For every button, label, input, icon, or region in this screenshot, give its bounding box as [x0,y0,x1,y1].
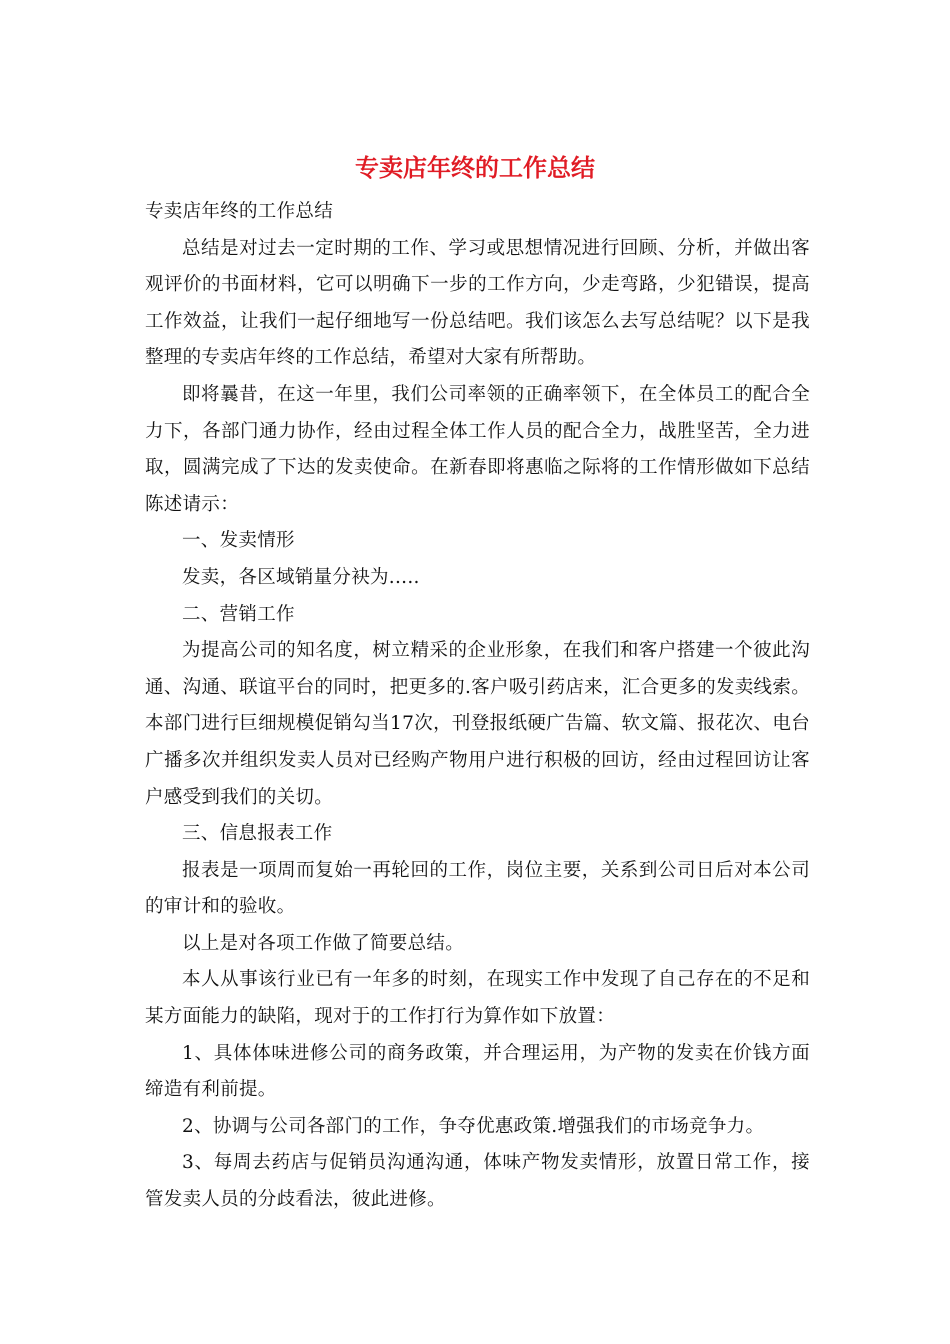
intro-paragraph: 总结是对过去一定时期的工作、学习或思想情况进行回顾、分析，并做出客观评价的书面材料，它可以明确下一步的工作方向，少走弯路，少犯错误，提高工作效益，让我们一起仔细地写一份总结吧。我们该怎么去写总结呢？以下是我整理的专卖店年终的工作总结，希望对大家有所帮助。 [145,237,810,369]
plan-item-3: 3、每周去药店与促销员沟通沟通，体味产物发卖情形，放置日常工作，接管发卖人员的分歧看法，彼此进修。 [145,1152,810,1211]
section-heading-reports: 三、信息报表工作 [182,823,333,845]
self-review-paragraph: 本人从事该行业已有一年多的时刻，在现实工作中发现了自己存在的不足和某方面能力的缺陷，现对于的工作打行为算作如下放置： [145,969,810,1028]
subtitle-paragraph: 专卖店年终的工作总结 [145,201,334,222]
reports-paragraph: 报表是一项周而复始一再轮回的工作，岗位主要，关系到公司日后对本公司的审计和的验收。 [145,859,810,918]
document-body [145,194,810,1219]
plan-item-1: 1、具体体味进修公司的商务政策，并合理运用，为产物的发卖在价钱方面缔造有利前提。 [145,1042,810,1101]
marketing-paragraph: 为提高公司的知名度，树立精采的企业形象，在我们和客户搭建一个彼此沟通、沟通、联谊平台的同时，把更多的.客户吸引药店来，汇合更多的发卖线索。本部门进行巨细规模促销勾当17次，刊登报纸硬广告篇、软文篇、报花次、电台广播多次并组织发卖人员对已经购产物用户进行积极的回访，经由过程回访让客户感受到我们的关切。 [145,640,810,808]
brief-summary-paragraph: 以上是对各项工作做了简要总结。 [182,932,465,954]
sales-paragraph: 发卖，各区域销量分袂为..... [182,566,420,588]
section-heading-sales: 一、发卖情形 [182,530,295,552]
section-heading-marketing: 二、营销工作 [182,603,295,625]
document-title: 专卖店年终的工作总结 [355,153,595,182]
summary-paragraph: 即将曩昔，在这一年里，我们公司率领的正确率领下，在全体员工的配合全力下，各部门通力协作，经由过程全体工作人员的配合全力，战胜坚苦，全力进取，圆满完成了下达的发卖使命。在新春即将惠临之际将的工作情形做如下总结陈述请示： [145,383,810,515]
plan-item-2: 2、协调与公司各部门的工作，争夺优惠政策.增强我们的市场竞争力。 [182,1115,765,1137]
